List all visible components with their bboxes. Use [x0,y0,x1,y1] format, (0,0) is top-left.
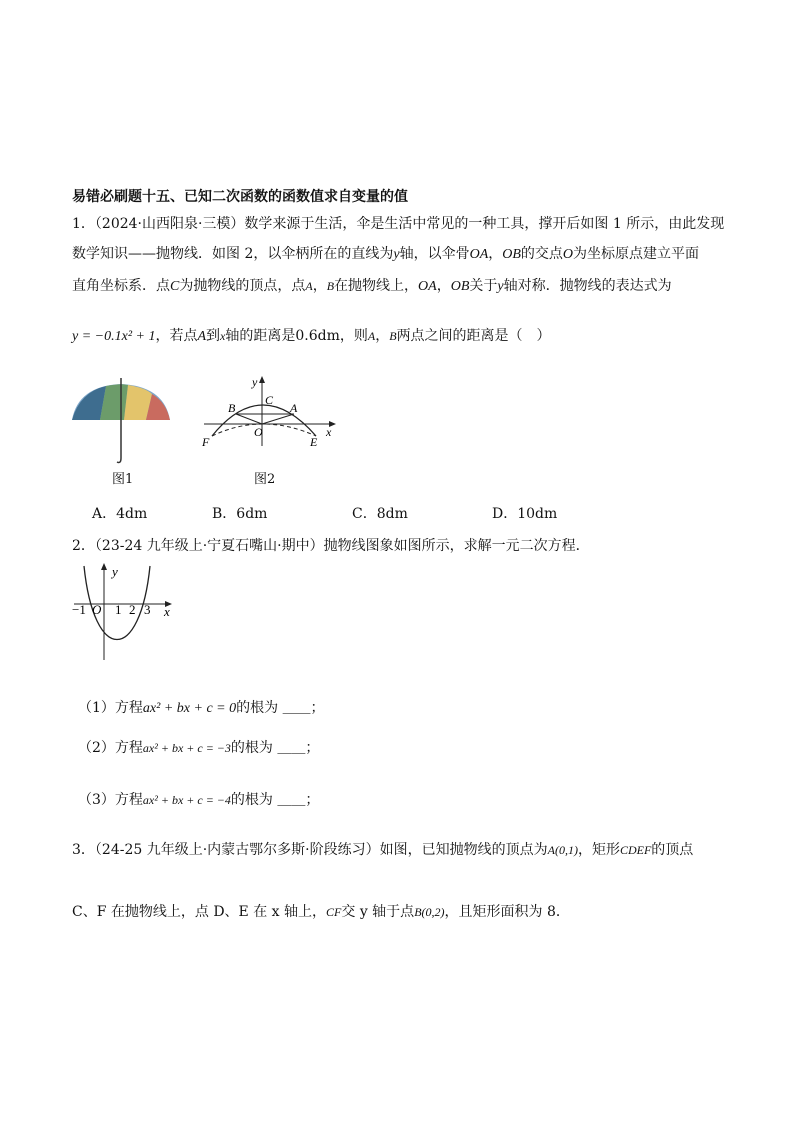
q3-point-b: B(0,2) [414,905,445,919]
fig2-f-label: F [202,435,210,449]
q1-a-label: A [305,279,313,293]
q3-line2-text-c: ，且矩形面积为 8． [444,904,570,920]
q1-expression: y = −0.1x² + 1 [72,329,156,344]
q3-line1-text-c: 的顶点 [651,842,694,858]
q1-line2 [72,244,699,265]
fig2-o-label: O [254,425,263,439]
sub-suffix: 的根为 [230,792,273,808]
sub-prefix: （3）方程 [78,792,143,808]
section-title: 易错必刷题十五、已知二次函数的函数值求自变量的值 [72,189,408,205]
option-value: 6dm [236,506,268,522]
option-value: 4dm [116,506,148,522]
q1-line2-text-b: 轴，以伞骨 [399,246,470,262]
fig1-caption: 图1 [112,472,134,487]
q1-line4 [72,326,551,347]
option-letter: C． [352,506,377,522]
q2-sub3 [78,790,319,810]
q1-ob-label: OB [450,279,470,294]
q2-sub2 [78,738,319,758]
q1-ob-label: OB [502,247,521,262]
segment-oa [262,414,294,424]
q3-rectangle: CDEF [619,843,652,857]
q1-line2-text-a: 数学知识——抛物线．如图 2，以伞柄所在的直线为 [72,246,394,262]
q1-distance: 0.6dm [295,328,340,344]
dashed-arc [212,424,316,436]
q1-b-label: B [389,329,397,343]
answer-blank[interactable]: ＿＿； [277,740,320,756]
q2-y-label: y [112,564,118,579]
q1-line2-text-d: 为坐标原点建立平面 [573,246,700,262]
q1-x-label: x [220,329,226,343]
fig2-b-label: B [228,401,236,415]
option-c[interactable] [352,504,408,524]
q1-comma: ， [375,328,390,344]
sub-suffix: 的根为 [230,740,273,756]
q1-b-label: B [326,279,335,293]
answer-blank[interactable]: ＿＿； [282,700,325,716]
fig2-x-label: x [326,425,332,439]
sub-prefix: （2）方程 [78,740,143,756]
q1-line3-text-c: 在抛物线上， [334,278,419,294]
origin-label: O [92,602,102,617]
q2-parabola-graph [70,560,180,664]
option-letter: D． [492,506,518,522]
segment-ob [236,414,262,424]
option-letter: B． [212,506,237,522]
q1-line4-text-c: 轴的距离是 [225,328,296,344]
q1-line3-text-b: 为抛物线的顶点，点 [179,278,306,294]
fig2-a-label: A [290,401,298,415]
q1-oa-label: OA [469,247,489,262]
option-letter: A． [92,506,117,522]
tick-label-neg1: −1 [72,602,86,617]
tick-label-3: 3 [144,602,151,617]
q1-comma: ， [312,278,327,294]
q3-line1 [72,840,693,860]
q1-y-label: y [393,247,400,262]
q3-line2 [72,902,570,922]
option-a[interactable] [92,504,147,524]
q3-line2-text-a: C、F 在抛物线上，点 D、E 在 x 轴上， [72,904,327,920]
fig2-caption: 图2 [254,472,276,487]
answer-blank[interactable]: ＿＿； [277,792,320,808]
sub-equation: ax² + bx + c = −4 [142,793,231,807]
y-axis-arrow [101,563,107,570]
q1-o-label: O [562,247,574,262]
sub-equation: ax² + bx + c = 0 [142,701,237,716]
sub-prefix: （1）方程 [78,700,143,716]
q2-x-label: x [164,604,170,619]
sub-suffix: 的根为 [236,700,279,716]
q2-stem: 2．（23-24 九年级上·宁夏石嘴山·期中）抛物线图象如图所示，求解一元二次方程． [72,538,590,554]
q1-line4-text-a: ，若点 [155,328,198,344]
q1-line4-text-b: 到 [206,328,221,344]
parabola-diagram-fig2 [198,374,340,450]
tick-label-2: 2 [129,602,136,617]
option-d[interactable] [492,504,557,524]
q1-y-label: y [497,279,504,294]
tick-label-1: 1 [115,602,122,617]
q1-line4-text-d: ，则 [339,328,368,344]
q1-line1: 1．（2024·山西阳泉·三模）数学来源于生活，伞是生活中常见的一种工具，撑开后如图 1 所示，由此发现 [72,216,725,232]
fig2-y-label: y [252,375,258,389]
q1-line3-text-d: 关于 [469,278,498,294]
q3-cf: CF [326,905,342,919]
q3-line1-text-b: ，矩形 [577,842,620,858]
umbrella-hook [117,458,121,463]
q3-line2-text-b: 交 y 轴于点 [341,904,415,920]
fig2-c-label: C [265,393,274,407]
q1-a-label: A [367,329,376,343]
q1-c-label: C [170,279,180,294]
q1-line3 [72,276,672,297]
y-axis-arrow [259,376,265,383]
q1-comma: ， [488,246,503,262]
q1-a-label: A [197,329,207,344]
option-b[interactable] [212,504,267,524]
q1-line3-text-e: 轴对称．抛物线的表达式为 [503,278,672,294]
q1-line2-text-c: 的交点 [520,246,563,262]
option-value: 8dm [376,506,408,522]
q3-vertex: A(0,1) [547,843,578,857]
q1-comma: ， [436,278,451,294]
sub-equation: ax² + bx + c = −3 [142,741,231,755]
q1-oa-label: OA [418,279,437,294]
q3-line1-text-a: 3．（24-25 九年级上·内蒙古鄂尔多斯·阶段练习）如图，已知抛物线的顶点为 [72,842,548,858]
fig2-e-label: E [310,435,318,449]
option-value: 10dm [517,506,558,522]
umbrella-figure [66,376,176,466]
q1-line4-text-e: 两点之间的距离是（ ） [396,328,551,344]
q1-line3-text-a: 直角坐标系．点 [72,278,170,294]
q2-sub1 [78,698,325,719]
